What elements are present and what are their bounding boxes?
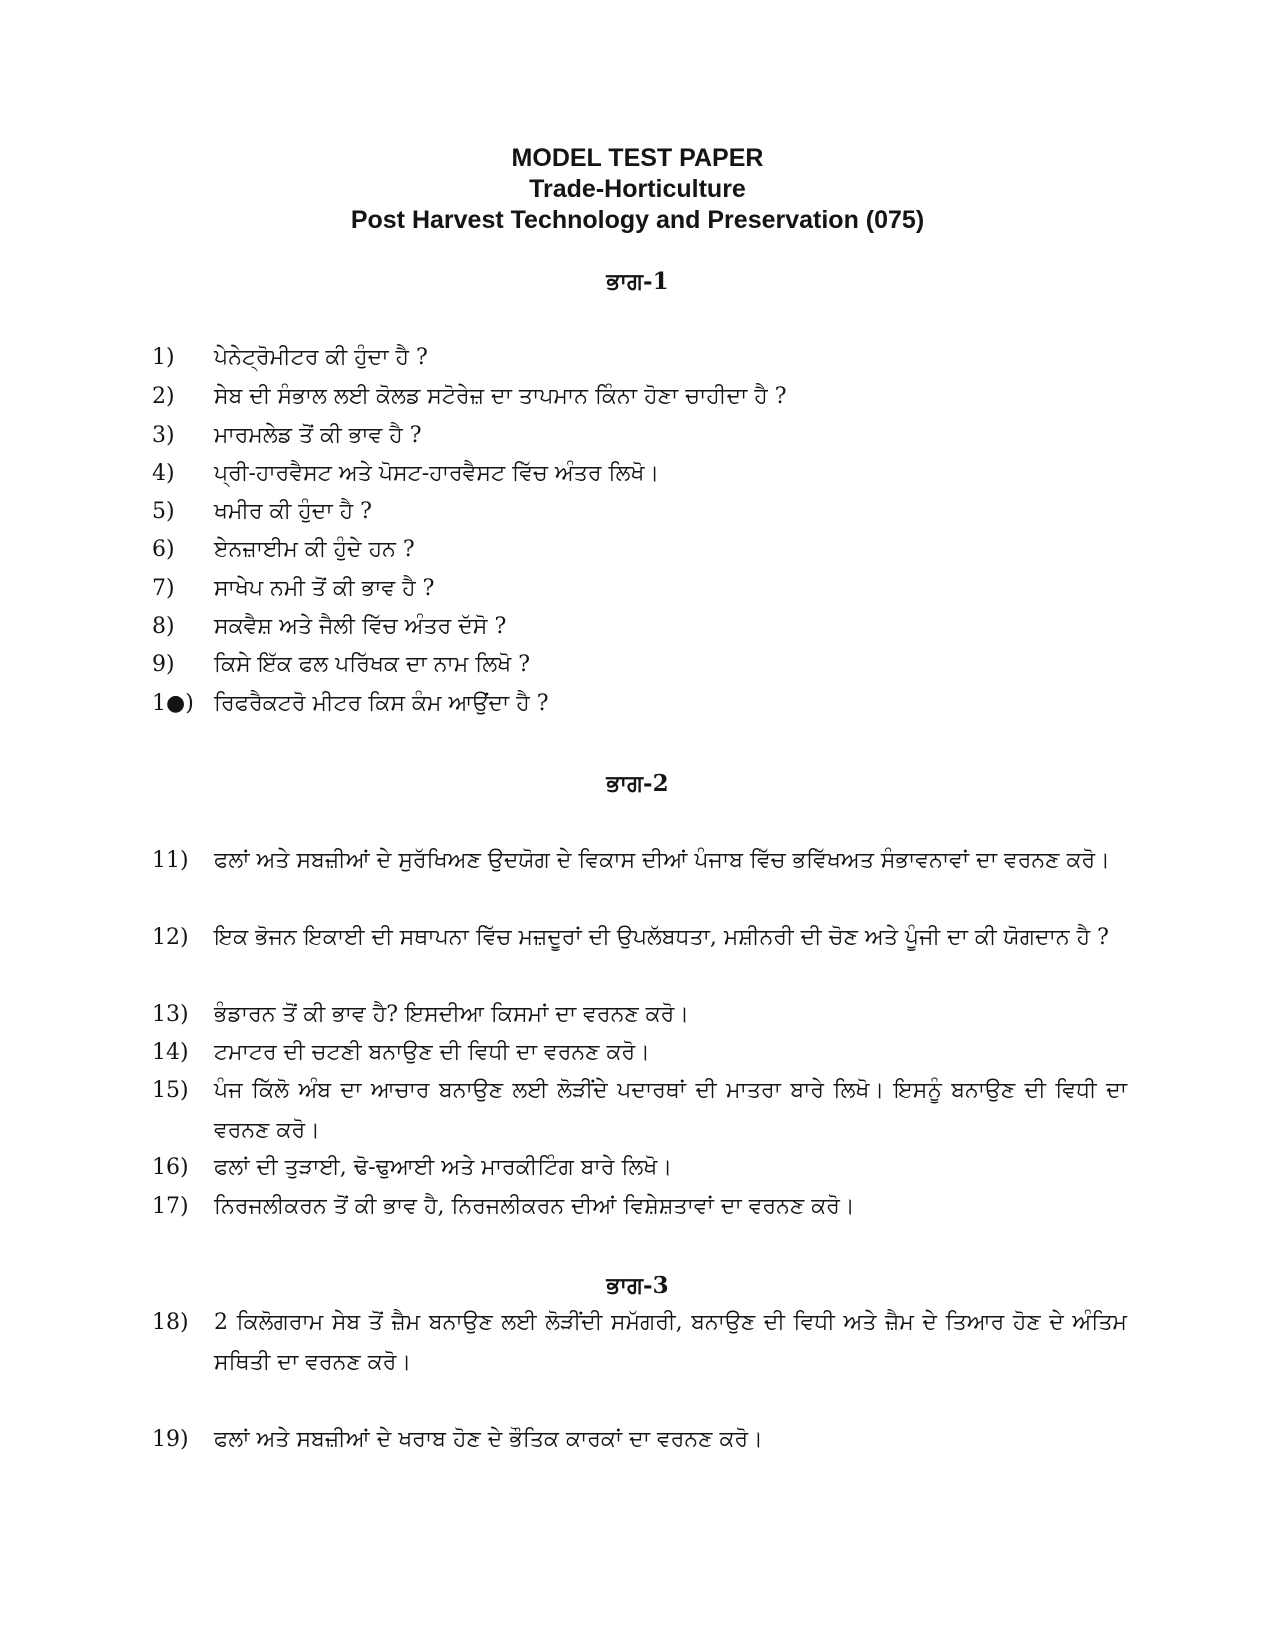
paper-title: MODEL TEST PAPER — [511, 144, 764, 172]
question-text: ਏਨਜ਼ਾਈਮ ਕੀ ਹੁੰਦੇ ਹਨ ? — [214, 537, 415, 562]
question-item — [152, 492, 1127, 532]
question-item — [152, 1187, 1127, 1227]
question-text: ਪ੍ਰੀ-ਹਾਰਵੈਸਟ ਅਤੇ ਪੋਸਟ-ਹਾਰਵੈਸਟ ਵਿੱਚ ਅੰਤਰ ਲਿਖੋ। — [214, 461, 660, 486]
question-item — [152, 1071, 1127, 1151]
section-heading-2: ਭਾਗ-2 — [606, 770, 669, 797]
question-text: ਸਾਖੇਪ ਨਮੀ ਤੋਂ ਕੀ ਭਾਵ ਹੈ ? — [214, 576, 435, 601]
section-heading-1: ਭਾਗ-1 — [606, 268, 669, 295]
question-number: 16) — [152, 1155, 189, 1180]
question-item — [152, 1303, 1127, 1383]
question-text: ਪੇਨੇਟ੍ਰੋਮੀਟਰ ਕੀ ਹੁੰਦਾ ਹੈ ? — [214, 345, 428, 370]
question-item — [152, 645, 1127, 685]
paper-subject: Post Harvest Technology and Preservation (075) — [350, 206, 925, 234]
question-number: 9) — [152, 652, 175, 677]
question-item — [152, 684, 1127, 724]
question-item — [152, 841, 1127, 881]
question-number: 4) — [152, 461, 175, 486]
question-item — [152, 569, 1127, 609]
question-item — [152, 607, 1127, 647]
question-item — [152, 1420, 1127, 1460]
question-item — [152, 416, 1127, 456]
question-item — [152, 338, 1127, 378]
question-item — [152, 377, 1127, 417]
question-number: 6) — [152, 537, 175, 562]
question-item — [152, 530, 1127, 570]
question-item — [152, 1148, 1127, 1188]
question-number: 12) — [152, 925, 189, 950]
question-text: ਫਲਾਂ ਅਤੇ ਸਬਜ਼ੀਆਂ ਦੇ ਸੁਰੱਖਿਅਣ ਉਦਯੋਗ ਦੇ ਵਿਕਾਸ ਦੀਆਂ ਪੰਜਾਬ ਵਿੱਚ ਭਵਿੱਖਅਤ ਸੰਭਾਵਨਾਵਾਂ ਦਾ ਵਰਨਣ ਕਰੋ। — [214, 848, 1110, 873]
question-number: 5) — [152, 499, 175, 524]
question-number: 1) — [152, 345, 175, 370]
question-item — [152, 454, 1127, 494]
question-text: ਸਕਵੈਸ਼ ਅਤੇ ਜੈਲੀ ਵਿੱਚ ਅੰਤਰ ਦੱਸੋ ? — [214, 614, 507, 639]
question-text: ਕਿਸੇ ਇੱਕ ਫਲ ਪਰਿੱਖਕ ਦਾ ਨਾਮ ਲਿਖੋ ? — [214, 652, 530, 677]
question-text: ਖਮੀਰ ਕੀ ਹੁੰਦਾ ਹੈ ? — [214, 499, 372, 524]
question-number: 17) — [152, 1194, 189, 1219]
question-text: ਪੰਜ ਕਿੱਲੋ ਅੰਬ ਦਾ ਆਚਾਰ ਬਨਾਉਣ ਲਈ ਲੋੜੀਂਦੇ ਪਦਾਰਥਾਂ ਦੀ ਮਾਤਰਾ ਬਾਰੇ ਲਿਖੋ। ਇਸਨੂੰ ਬਨਾਉਣ ਦੀ ਵਿਧੀ ਦਾ ਵਰਨਣ ਕਰੋ। — [214, 1078, 1127, 1143]
question-text: ਰਿਫਰੈਕਟਰੋ ਮੀਟਰ ਕਿਸ ਕੰਮ ਆਉਂਦਾ ਹੈ ? — [214, 691, 549, 716]
question-item — [152, 918, 1127, 958]
question-item — [152, 1033, 1127, 1073]
question-text: ਭੰਡਾਰਨ ਤੋਂ ਕੀ ਭਾਵ ਹੈ? ਇਸਦੀਆ ਕਿਸਮਾਂ ਦਾ ਵਰਨਣ ਕਰੋ। — [214, 1002, 690, 1027]
question-text: ਫਲਾਂ ਅਤੇ ਸਬਜ਼ੀਆਂ ਦੇ ਖਰਾਬ ਹੋਣ ਦੇ ਭੌਤਿਕ ਕਾਰਕਾਂ ਦਾ ਵਰਨਣ ਕਰੋ। — [214, 1427, 763, 1452]
question-text: ਇਕ ਭੋਜਨ ਇਕਾਈ ਦੀ ਸਥਾਪਨਾ ਵਿੱਚ ਮਜ਼ਦੂਰਾਂ ਦੀ ਉਪਲੱਬਧਤਾ, ਮਸ਼ੀਨਰੀ ਦੀ ਚੋਣ ਅਤੇ ਪੂੰਜੀ ਦਾ ਕੀ ਯੋਗਦਾਨ ਹੈ ? — [214, 925, 1109, 950]
question-number: 7) — [152, 576, 175, 601]
question-item — [152, 995, 1127, 1035]
question-number: 14) — [152, 1040, 189, 1065]
question-number: 15) — [152, 1078, 189, 1103]
question-text: 2 ਕਿਲੋਗਰਾਮ ਸੇਬ ਤੋਂ ਜ਼ੈਮ ਬਨਾਉਣ ਲਈ ਲੋੜੀਂਦੀ ਸਮੱਗਰੀ, ਬਨਾਉਣ ਦੀ ਵਿਧੀ ਅਤੇ ਜ਼ੈਮ ਦੇ ਤਿਆਰ ਹੋਣ ਦੇ ਅੰਤਿਮ ਸਥਿਤੀ ਦਾ ਵਰਨਣ ਕਰੋ। — [214, 1310, 1127, 1375]
question-number: 18) — [152, 1310, 189, 1335]
question-text: ਮਾਰਮਲੇਡ ਤੋਂ ਕੀ ਭਾਵ ਹੈ ? — [214, 423, 422, 448]
question-number: 13) — [152, 1002, 189, 1027]
question-number: 3) — [152, 423, 175, 448]
paper-trade: Trade-Horticulture — [529, 175, 746, 203]
question-text: ਨਿਰਜਲੀਕਰਨ ਤੋਂ ਕੀ ਭਾਵ ਹੈ, ਨਿਰਜਲੀਕਰਨ ਦੀਆਂ ਵਿਸ਼ੇਸ਼ਤਾਵਾਂ ਦਾ ਵਰਨਣ ਕਰੋ। — [214, 1194, 855, 1219]
paper-header — [0, 143, 1275, 236]
question-number: 19) — [152, 1427, 189, 1452]
question-number: 1●) — [152, 691, 194, 716]
question-text: ਸੇਬ ਦੀ ਸੰਭਾਲ ਲਈ ਕੋਲਡ ਸਟੋਰੇਜ਼ ਦਾ ਤਾਪਮਾਨ ਕਿੰਨਾ ਹੋਣਾ ਚਾਹੀਦਾ ਹੈ ? — [214, 384, 787, 409]
question-text: ਟਮਾਟਰ ਦੀ ਚਟਣੀ ਬਨਾਉਣ ਦੀ ਵਿਧੀ ਦਾ ਵਰਨਣ ਕਰੋ। — [214, 1040, 650, 1065]
question-number: 11) — [152, 848, 189, 873]
question-text: ਫਲਾਂ ਦੀ ਤੁੜਾਈ, ਢੋ-ਢੁਆਈ ਅਤੇ ਮਾਰਕੀਟਿੰਗ ਬਾਰੇ ਲਿਖੋ। — [214, 1155, 673, 1180]
question-number: 8) — [152, 614, 175, 639]
question-number: 2) — [152, 384, 175, 409]
section-heading-3: ਭਾਗ-3 — [606, 1272, 669, 1299]
